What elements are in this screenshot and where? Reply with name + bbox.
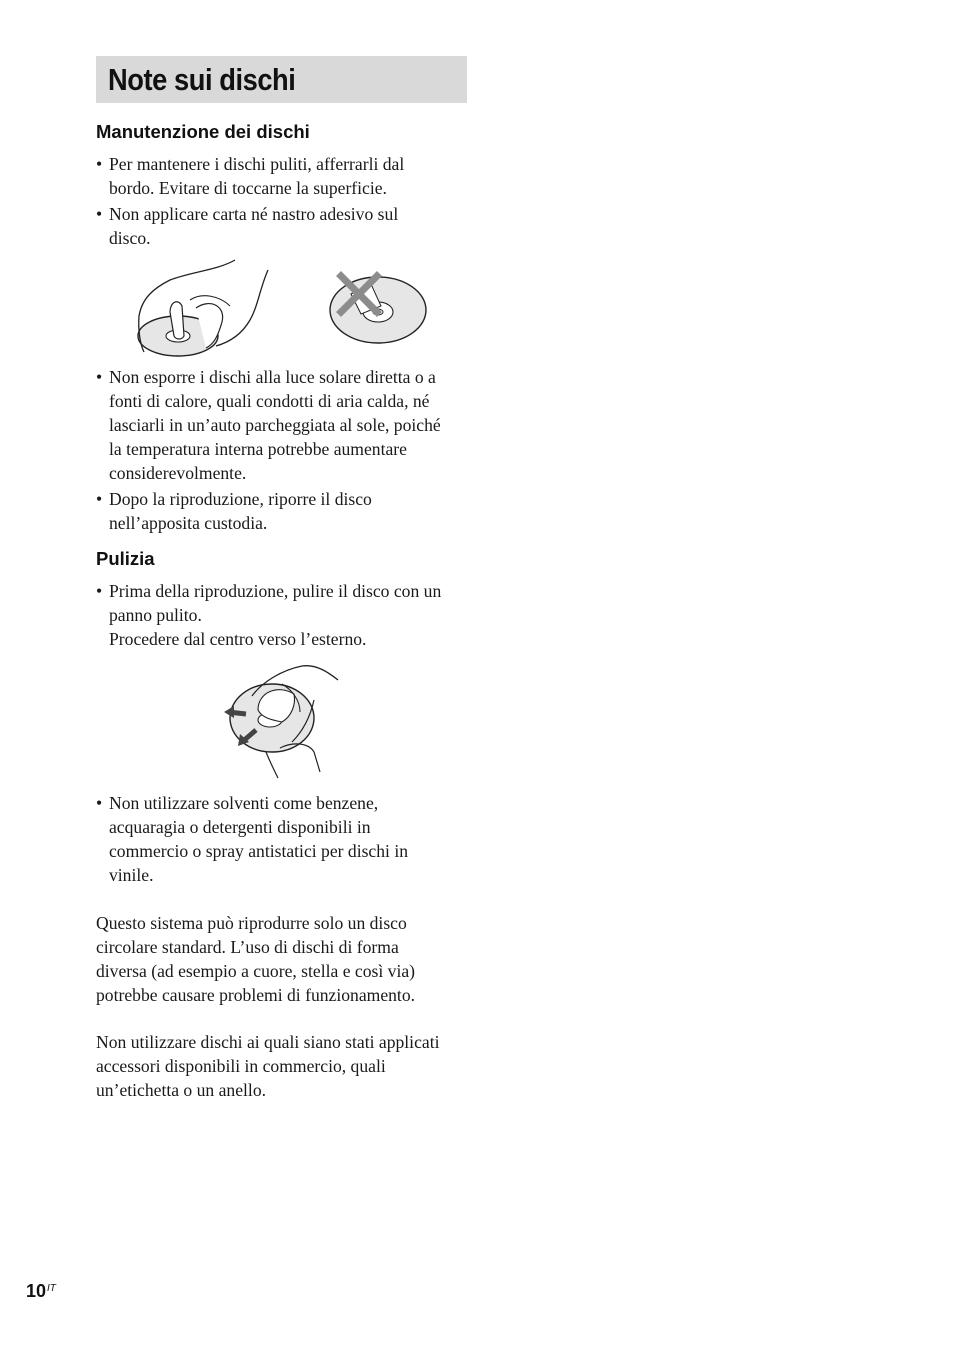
wiping-disc-illustration [222, 662, 342, 780]
list-item: • Dopo la riproduzione, riporre il disco nell’apposita custodia. [96, 489, 372, 533]
list-item: • Non utilizzare solventi come benzene, acquaragia o detergenti disponibili in commercio o spray antistatici per dischi in vinile. [96, 793, 409, 885]
section-heading-cleaning: Pulizia [96, 548, 155, 569]
list-item: • Prima della riproduzione, pulire il disco con un panno pulito. Procedere dal centro verso l’esterno. [96, 581, 442, 649]
disc-with-tape-prohibited-illustration [325, 268, 431, 350]
cleaning-list-b [96, 791, 471, 889]
title-bar [96, 56, 467, 103]
cleaning-list-a [96, 579, 471, 653]
list-item: • Non esporre i dischi alla luce solare diretta o a fonti di calore, quali condotti di aria calda, né lasciarli in un’auto parcheggiata al sole, poiché la temperatura interna potrebbe aumentare considerevolmente. [96, 367, 441, 483]
page-title: Note sui dischi [108, 62, 296, 97]
maintenance-list-b [96, 365, 471, 537]
maintenance-list-a [96, 152, 471, 252]
page-number: $10^{IT}$ [26, 1281, 56, 1301]
paragraph-accessories: Non utilizzare dischi ai quali siano stati applicati accessori disponibili in commercio, quali un’etichetta o un anello. [96, 1032, 440, 1100]
section-heading-maintenance: Manutenzione dei dischi [96, 121, 310, 142]
list-item: • Per mantenere i dischi puliti, afferrarli dal bordo. Evitare di toccarne la superficie. [96, 154, 405, 198]
hand-holding-disc-illustration [130, 258, 280, 360]
paragraph-disc-shape: Questo sistema può riprodurre solo un disco circolare standard. L’uso di dischi di forma diversa (ad esempio a cuore, stella e così via) potrebbe causare problemi di funzionamento. [96, 913, 416, 1005]
list-item: • Non applicare carta né nastro adesivo sul disco. [96, 204, 399, 248]
